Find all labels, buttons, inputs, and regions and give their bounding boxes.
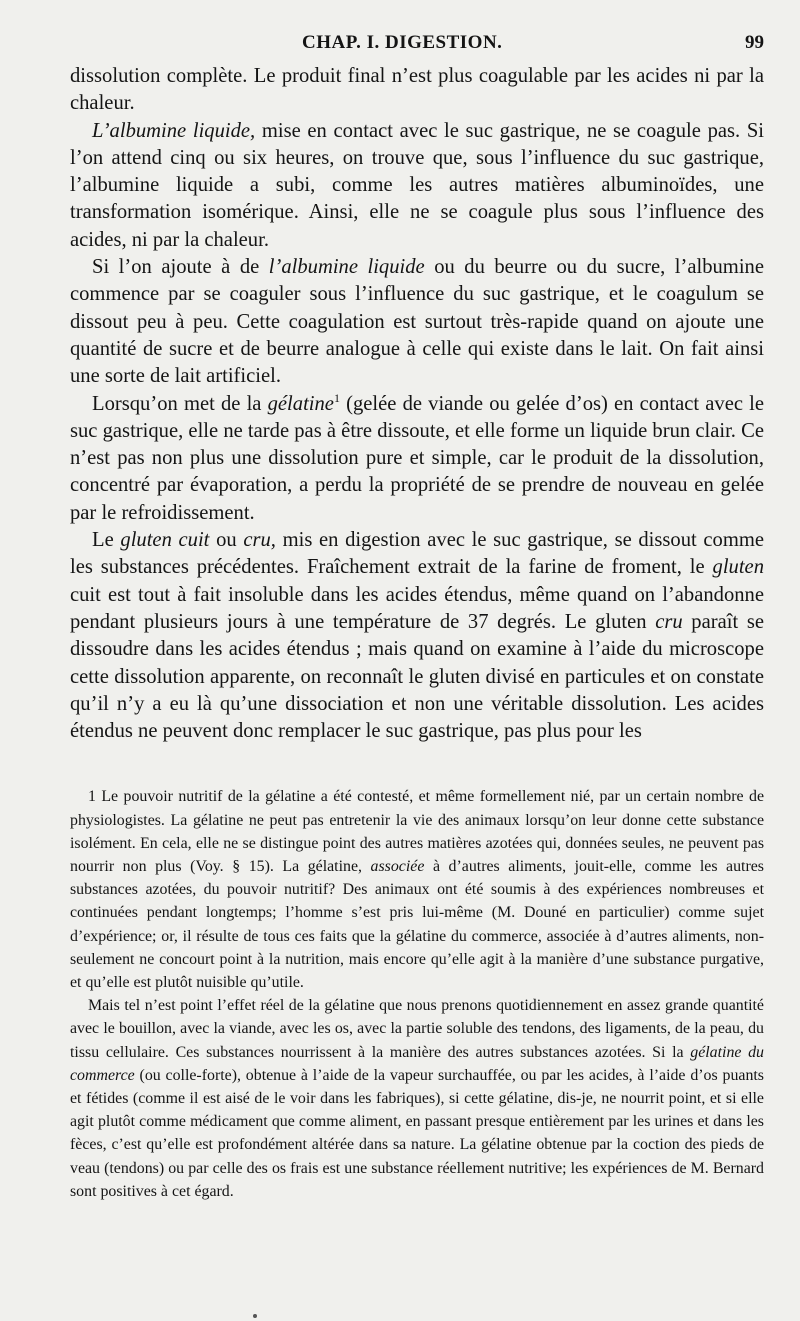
italic-term: cru, (243, 529, 276, 552)
text-run: (ou colle-forte), obtenue à l’aide de la vapeur surchauffée, ou par les acides, à l’aide d’os puants et fétides (comme il est aisé de le voir dans les fabriques), si cette gélatine, dis-je, ne nourrit point, et si elle agit plutôt comme médicament que comme aliment, en passant presque entièrement par les urines et dans les fèces, c’est qu’elle est profondément altérée dans sa nature. La gélatine obtenue par la coction des pieds de veau (tendons) ou par celle des os frais est une substance réellement nutritive; les expériences de M. Bernard sont positives à cet égard. (70, 1066, 764, 1200)
paragraph (70, 118, 764, 254)
text-run: à d’autres aliments, jouit-elle, comme les autres substances azotées, du pouvoir nutritif? Des animaux ont été soumis à des expériences nombreuses et continuées pendant longtemps; l’homme s’est pris lui-même (M. Douné en particulier) comme sujet d’expérience; or, il résulte de tous ces faits que la gélatine du commerce, associée à d’autres aliments, non-seulement ne concourt point à la nutrition, mais encore qu’elle agit à la manière d’une substance purgative, et qu’elle est plutôt nuisible qu’utile. (70, 858, 764, 992)
text-run: ou du beurre ou du sucre, l’albumine commence par se coaguler sous l’influence du suc gastrique, et le coagulum se dissout peu à peu. Cette coagulation est surtout très-rapide quand on ajoute une quantité de sucre et de beurre analogue à celle qui existe dans le lait. On fait ainsi une sorte de lait artificiel. (70, 256, 764, 388)
footnote-ref[interactable]: 1 (333, 390, 340, 405)
text-run: dissolution complète. Le produit final n’est plus coagulable par les acides ni par la chaleur. (70, 65, 764, 115)
running-header (70, 28, 764, 60)
paragraph (70, 527, 764, 745)
footnote-continuation (70, 994, 764, 1203)
chapter-title: CHAP. I. DIGESTION. (302, 32, 503, 53)
text-run: mise en contact avec le suc gastrique, ne se coagule pas. Si l’on attend cinq ou six heures, on trouve que, sous l’influence du suc gastrique, l’albumine liquide a subi, comme les autres matières albuminoïdes, une transformation isomérique. Ainsi, elle ne se coagule plus sous l’influence des acides, ni par la chaleur. (70, 119, 765, 251)
footnotes (70, 785, 764, 1203)
ink-speck (253, 1314, 257, 1318)
text-run: paraît se dissoudre dans les acides étendus ; mais quand on examine à l’aide du microscope cette dissolution apparente, on reconnaît le gluten divisé en particules et on constate qu’il n’y a eu là qu’une dissociation et non une véritable dissolution. Les acides étendus ne peuvent donc remplacer le suc gastrique, pas plus pour les (70, 610, 764, 743)
main-text (70, 63, 764, 745)
text-run: Si l’on ajoute à de (92, 256, 269, 279)
text-run: Lorsqu’on met de la (92, 392, 268, 415)
italic-term: associée (370, 858, 425, 876)
text-run: Le (92, 529, 121, 552)
italic-term: cru (655, 610, 683, 633)
italic-term: l’albumine liquide (268, 256, 425, 279)
italic-term: gélatine du commerce (70, 1043, 764, 1084)
footnote (70, 785, 764, 994)
italic-term: gélatine (267, 392, 334, 415)
text-run: Mais tel n’est point l’effet réel de la gélatine que nous prenons quotidiennement en assez grande quantité avec le bouillon, avec la viande, avec les os, avec la partie soluble des tendons, des ligaments, de la peau, du tissu cellulaire. Ces substances nourrissent à la manière des autres substances azotées. Si la (70, 997, 764, 1061)
paragraph (70, 391, 764, 527)
text-run: Le pouvoir nutritif de la gélatine a été contesté, et même formellement nié, par un certain nombre de physiologistes. La gélatine ne peut pas entretenir la vie des animaux lorsqu’on leur donne cette substance isolément. En cela, elle ne se distingue point des autres matières azotées qui, données seules, ne peuvent pas nourrir non plus (Voy. § 15). La gélatine, (70, 788, 764, 876)
italic-term: L’albumine liquide, (92, 119, 256, 142)
paragraph (70, 254, 764, 390)
text-run: (gelée de viande ou gelée d’os) en contact avec le suc gastrique, elle ne tarde pas à être dissoute, et elle forme un liquide brun clair. Ce n’est pas non plus une dissolution pure et simple, car le produit de la dissolution, concentré par évaporation, a perdu la propriété de se prendre de nouveau en gelée par le refroidissement. (70, 392, 764, 524)
text-run: cuit est tout à fait insoluble dans les acides étendus, même quand on l’abandonne pendant plusieurs jours à une température de 37 degrés. Le gluten (70, 583, 764, 633)
text-run: mis en digestion avec le suc gastrique, se dissout comme les substances précédentes. Fraîchement extrait de la farine de froment, le (70, 529, 765, 579)
italic-term: gluten (712, 556, 764, 579)
italic-term: gluten cuit (120, 529, 210, 552)
paragraph (70, 63, 764, 118)
footnote-number: 1 (88, 788, 96, 806)
page-number: 99 (745, 32, 764, 53)
text-run: ou (209, 529, 244, 552)
